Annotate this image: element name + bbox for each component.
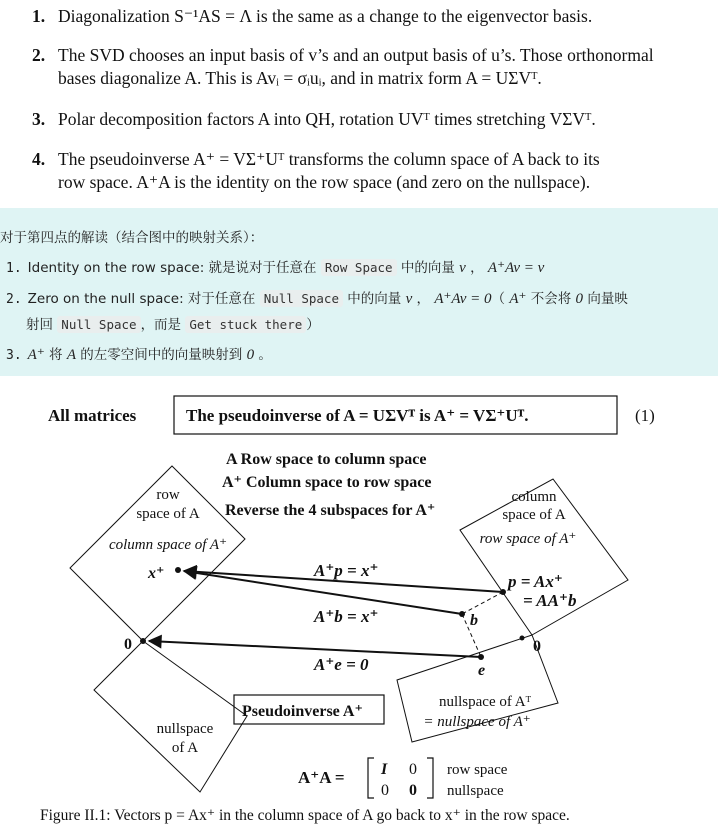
note-item-3	[6, 344, 712, 367]
math-zero: 0	[575, 291, 584, 307]
matrix-cell-01: 0	[409, 761, 417, 778]
math-v: v	[459, 260, 466, 276]
nullspace-label-2: of A	[171, 740, 199, 756]
statement-text-line-2: bases diagonalize A. This is Avᵢ = σᵢuᵢ, and in matrix form A = UΣVᵀ.	[58, 68, 542, 88]
legend-reverse: Reverse the 4 subspaces for A⁺	[225, 502, 436, 519]
statement-number: 3.	[32, 109, 46, 129]
column-space-label-2: space of A	[502, 507, 566, 523]
nullspace-label: nullspace	[156, 721, 214, 737]
matrix-cell-10: 0	[381, 782, 389, 799]
statement-number: 4.	[32, 149, 46, 169]
statement-text-line-1: The pseudoinverse A⁺ = VΣ⁺Uᵀ transforms the column space of A back to its	[58, 149, 600, 169]
legend-a: A Row space to column space	[226, 451, 427, 468]
b-label: b	[470, 612, 478, 629]
note-text: ，	[412, 291, 435, 307]
note-text: 不会将	[526, 291, 576, 307]
math-a: A	[66, 347, 77, 363]
note-item-2	[6, 288, 712, 311]
matrix-label-row-space: row space	[447, 762, 508, 778]
arrow-e-label: A⁺e = 0	[314, 655, 369, 674]
note-item-number: 2.	[6, 292, 22, 307]
equation-number: (1)	[635, 406, 655, 425]
column-space-of-a-plus-label: column space of A⁺	[108, 537, 228, 553]
matrix-right-bracket	[427, 758, 433, 798]
point-zero-right	[520, 636, 525, 641]
code-get-stuck: Get stuck there	[185, 316, 306, 333]
figure-caption: Figure II.1: Vectors p = Ax⁺ in the column space of A go back to x⁺ in the row space.	[40, 807, 570, 824]
boxed-formula: The pseudoinverse of A = UΣVᵀ is A⁺ = VΣ⁺Uᵀ.	[186, 406, 529, 425]
note-text: Identity on the row space: 就是说对于任意在	[27, 260, 321, 276]
statement-text: Polar decomposition factors A into QH, rotation UVᵀ times stretching VΣVᵀ.	[58, 109, 596, 129]
note-text: ）	[306, 317, 320, 333]
product-lhs: A⁺A =	[298, 768, 345, 787]
note-text: ，	[465, 260, 488, 276]
projection-line-pb	[462, 592, 503, 614]
matrix-cell-11: 0	[409, 782, 417, 799]
zero-right-label: 0	[533, 638, 541, 655]
math-v: v	[405, 291, 413, 307]
note-text: 。	[254, 347, 272, 363]
math-zero-map: A⁺Av = 0	[434, 291, 492, 307]
note-item-number: 1.	[6, 261, 22, 276]
note-text: （	[491, 291, 510, 307]
row-space-of-a-plus-label: row space of A⁺	[479, 531, 577, 547]
legend-a-plus: A⁺ Column space to row space	[222, 474, 432, 491]
note-item-2-continued	[26, 314, 718, 336]
pseudoinverse-label: Pseudoinverse A⁺	[242, 703, 363, 720]
point-zero-left	[140, 638, 146, 644]
point-x-plus	[175, 567, 181, 573]
interpretation-note	[0, 208, 718, 376]
statement-text-line-2: row space. A⁺A is the identity on the row space (and zero on the nullspace).	[58, 172, 591, 192]
note-text: 中的向量	[396, 260, 460, 276]
left-nullspace-label: nullspace of Aᵀ	[438, 694, 532, 710]
statement-text: Diagonalization S⁻¹AS = Λ is the same as a change to the eigenvector basis.	[58, 6, 593, 26]
arrow-p-label: A⁺p = x⁺	[314, 561, 379, 580]
note-text: Zero on the null space: 对于任意在	[27, 291, 260, 307]
math-identity: A⁺Av = v	[487, 260, 545, 276]
math-zero: 0	[246, 347, 255, 363]
matrix-cell-i: I	[381, 761, 388, 778]
column-space-label: column	[511, 489, 557, 505]
nullspace-diamond	[94, 641, 247, 792]
zero-left-label: 0	[124, 636, 132, 653]
note-text: 中的向量	[342, 291, 406, 307]
code-null-space: Null Space	[57, 316, 140, 333]
note-text: ，而是	[140, 317, 186, 333]
x-plus-label: x⁺	[148, 565, 165, 582]
e-label: e	[478, 662, 486, 679]
note-text: 的左零空间中的向量映射到	[76, 347, 247, 363]
note-text: 将	[44, 347, 67, 363]
math-a-plus: A⁺	[509, 291, 527, 307]
figure-canvas	[0, 380, 718, 825]
note-item-number: 3.	[6, 348, 22, 363]
statement-text-line-1: The SVD chooses an input basis of v’s and an output basis of u’s. Those orthonormal	[58, 45, 654, 65]
code-row-space: Row Space	[321, 259, 397, 276]
statement-number: 1.	[32, 6, 46, 26]
left-nullspace-label-2: = nullspace of A⁺	[423, 714, 531, 730]
math-a-plus: A⁺	[27, 347, 45, 363]
row-space-label: row	[156, 487, 180, 503]
p-label: p = Ax⁺	[508, 572, 563, 591]
arrow-b-label: A⁺b = x⁺	[314, 607, 379, 626]
p-label-2: = AA⁺b	[523, 591, 577, 610]
all-matrices-label: All matrices	[48, 406, 137, 425]
note-item-1	[6, 257, 712, 280]
note-text: 射回	[26, 317, 58, 333]
note-intro: 对于第四点的解读（结合图中的映射关系）：	[0, 230, 264, 246]
matrix-left-bracket	[368, 758, 374, 798]
note-text: 向量映	[583, 291, 628, 307]
statement-number: 2.	[32, 45, 46, 65]
row-space-label-2: space of A	[136, 506, 200, 522]
code-null-space: Null Space	[260, 290, 343, 307]
pseudoinverse-figure	[0, 380, 718, 825]
matrix-label-nullspace: nullspace	[447, 783, 504, 799]
